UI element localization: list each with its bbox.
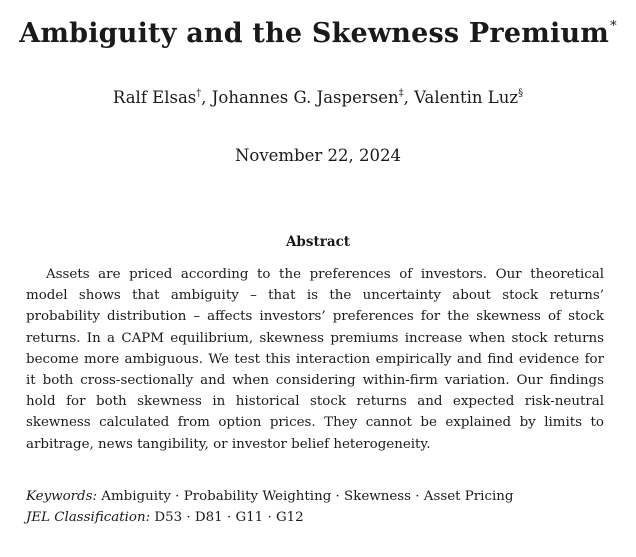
keywords-block xyxy=(26,486,616,528)
keywords-label: Keywords: xyxy=(26,489,98,504)
abstract-heading: Abstract xyxy=(285,234,351,250)
keywords-line xyxy=(26,486,616,507)
author-footnote-mark: † xyxy=(196,88,202,99)
jel-value: D53 · D81 · G11 · G12 xyxy=(154,510,304,526)
author-name: Ralf Elsas xyxy=(112,88,197,107)
title-text: Ambiguity and the Skewness Premium xyxy=(19,18,610,49)
title-footnote-mark: * xyxy=(610,19,617,34)
author-footnote-mark: ‡ xyxy=(398,88,404,99)
author-list: Ralf Elsas†, Johannes G. Jaspersen‡, Valentin Luz§ xyxy=(112,88,524,107)
author-name: Johannes G. Jaspersen xyxy=(211,88,399,107)
paper-title xyxy=(0,18,636,49)
jel-line xyxy=(26,507,616,528)
abstract-body: Assets are priced according to the preferences of investors. Our theoretical model shows that ambiguity – that is the uncertainty about stock returns’ probability distribution – affects investors’ preferences for the skewness of stock returns. In a CAPM equilibrium, skewness premiums increase when stock returns become more ambiguous. We test this interaction empirically and find evidence for it both cross-sectionally and when considering within-firm variation. Our findings hold for both skewness in historical stock returns and expected risk-neutral skewness calculated from option prices. They cannot be explained by limits to arbitrage, news tangibility, or investor belief heterogeneity. xyxy=(26,267,604,452)
keywords-value: Ambiguity · Probability Weighting · Skewness · Asset Pricing xyxy=(101,489,514,504)
author-name: Valentin Luz xyxy=(414,88,519,107)
jel-label: JEL Classification: xyxy=(26,510,151,526)
paper-date: November 22, 2024 xyxy=(234,146,402,165)
author-footnote-mark: § xyxy=(518,88,524,99)
